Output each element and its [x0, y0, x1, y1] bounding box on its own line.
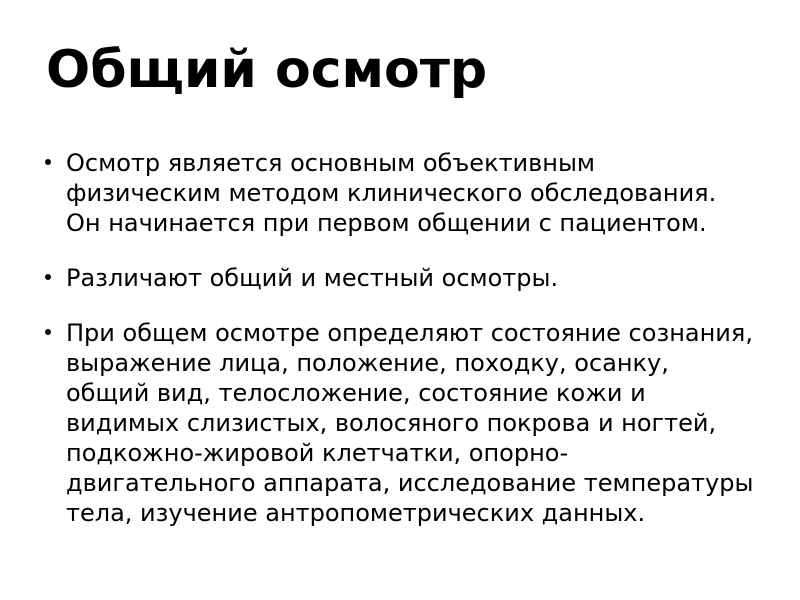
bullet-text: Осмотр является основным объективным физическим методом клинического обследования. Он начинается при первом общении с пациентом.	[66, 149, 717, 237]
list-item	[42, 148, 754, 238]
bullet-text: При общем осмотре определяют состояние сознания, выражение лица, положение, походку, осанку, общий вид, телосложение, состояние кожи и видимых слизистых, волосяного покрова и ногтей, подкожно-жировой клетчатки, опорно-двигательного аппарата, исследование температуры тела, изучение антропометрических данных.	[66, 319, 754, 527]
bullet-list	[42, 148, 754, 528]
bullet-icon	[45, 159, 51, 165]
bullet-icon	[45, 274, 51, 280]
slide-title: Общий осмотр	[46, 40, 488, 100]
bullet-icon	[45, 329, 51, 335]
list-item	[42, 263, 754, 293]
list-item	[42, 318, 754, 528]
bullet-text: Различают общий и местный осмотры.	[66, 264, 559, 292]
